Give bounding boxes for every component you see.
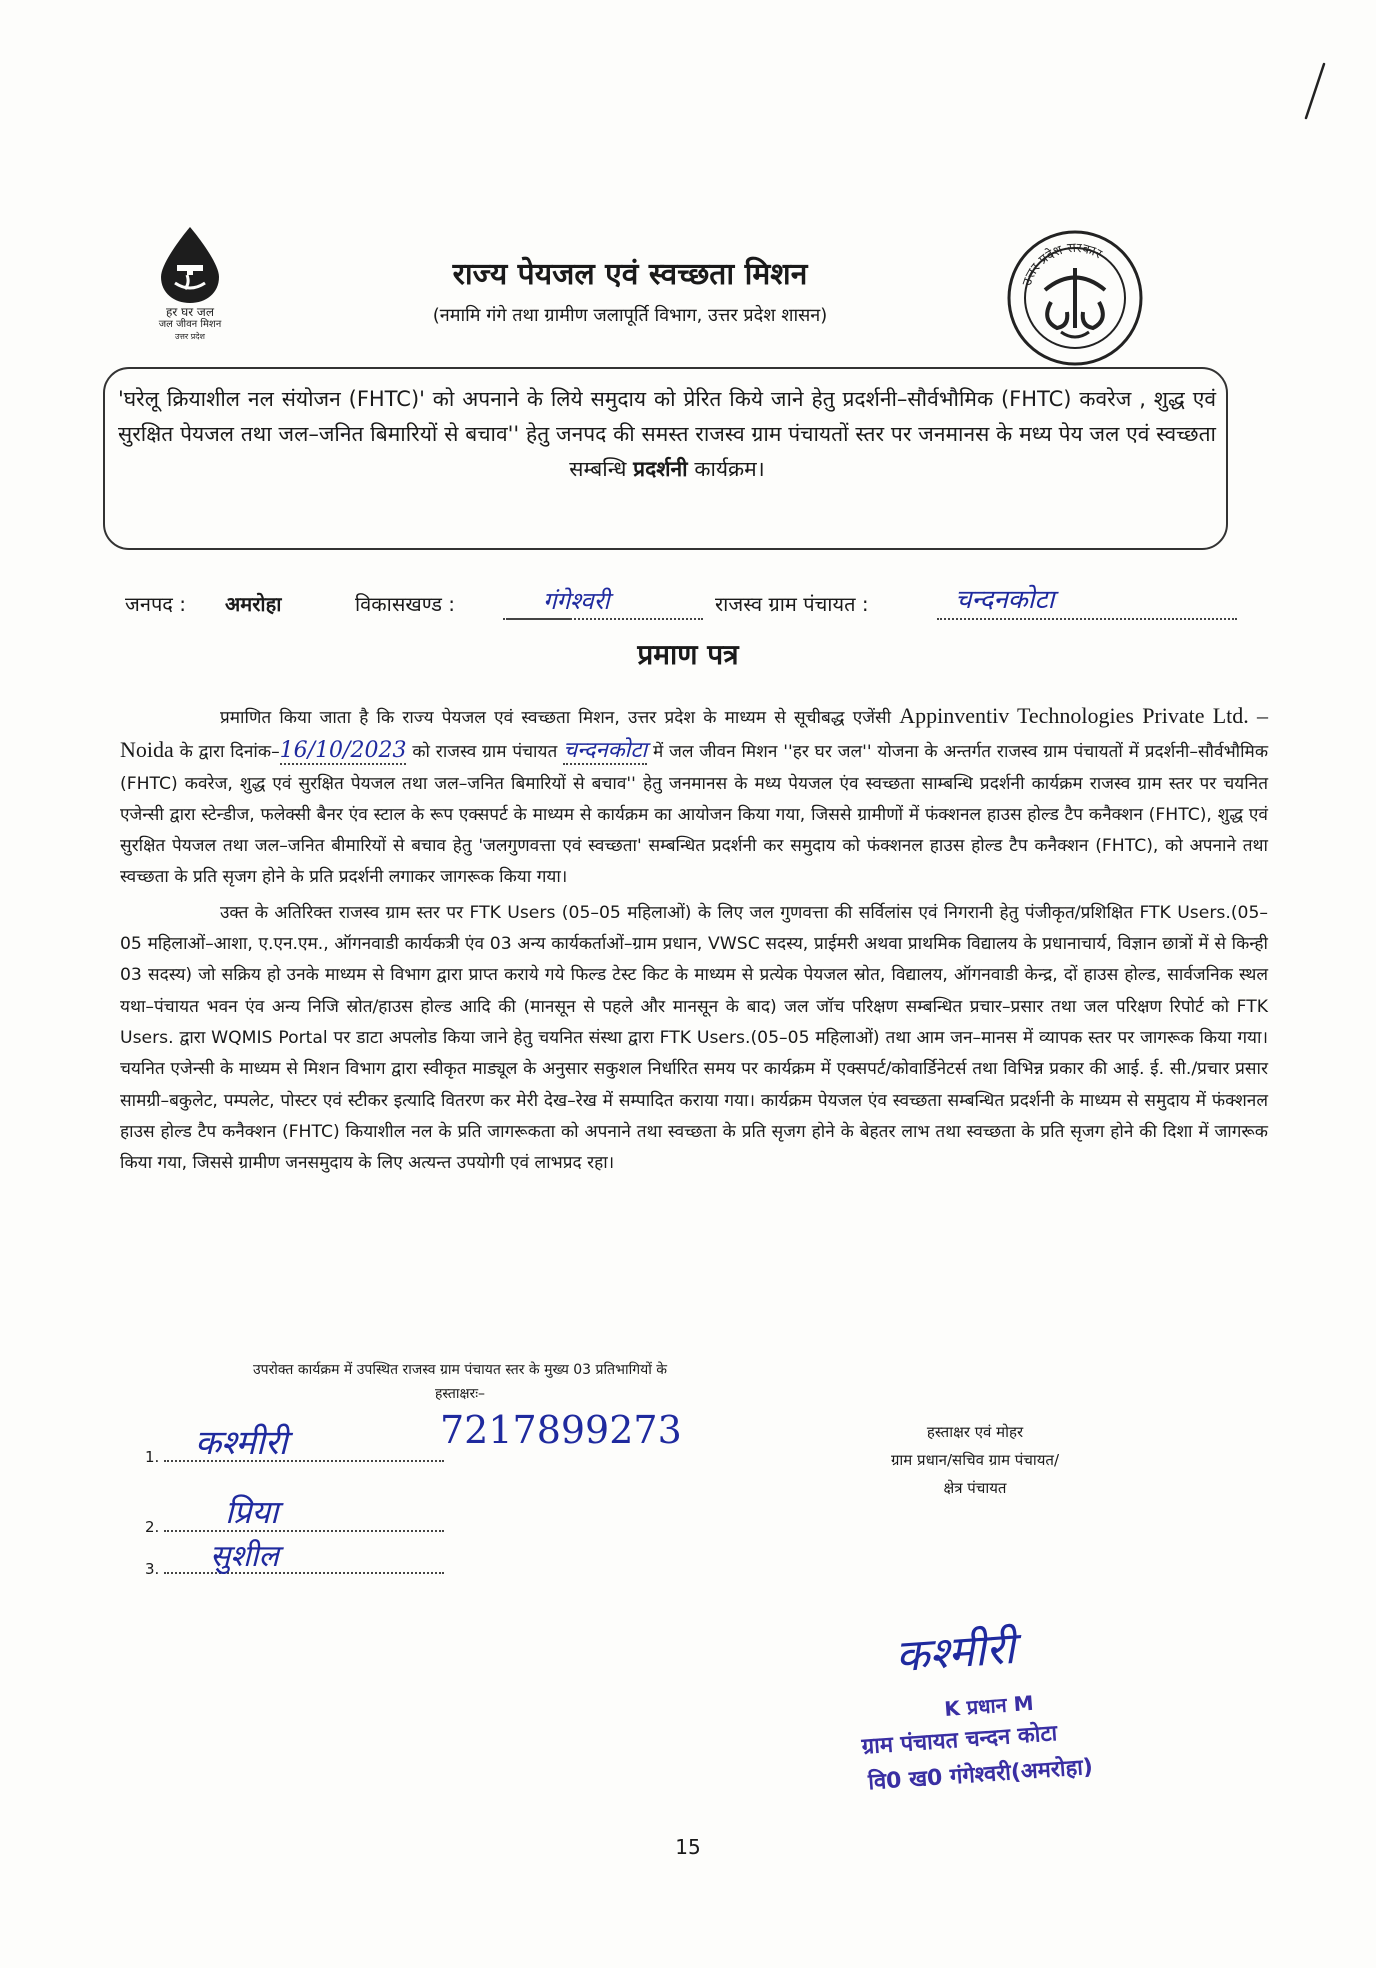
participant-row-2: 2. xyxy=(145,1518,444,1536)
up-state-emblem xyxy=(1005,228,1145,368)
har-ghar-jal-logo xyxy=(130,225,250,345)
participant-row-1: 1. xyxy=(145,1448,444,1466)
participant-1-phone: 7217899273 xyxy=(440,1408,682,1452)
pradhan-stamp xyxy=(853,1603,1206,1826)
panchayat-label: राजस्व ग्राम पंचायत : xyxy=(715,592,869,616)
stamp-line-2: ग्राम पंचायत चन्दन कोटा xyxy=(860,1721,1058,1760)
department-subtitle: (नमामि गंगे तथा ग्रामीण जलापूर्ति विभाग, उत्तर प्रदेश शासन) xyxy=(432,305,828,326)
certificate-title: प्रमाण पत्र xyxy=(637,638,739,671)
svg-text:उत्तर प्रदेश सरकार: उत्तर प्रदेश सरकार xyxy=(1019,240,1105,288)
program-banner-text xyxy=(118,382,1216,487)
district-value: अमरोहा xyxy=(225,592,282,616)
district-label: जनपद : xyxy=(125,592,187,616)
agency-name: Appinventiv Technologies Private Ltd. – Noida xyxy=(120,703,1268,763)
participant-row-3: 3. xyxy=(145,1560,444,1578)
program-date: 16/10/2023 xyxy=(279,738,407,764)
certificate-body xyxy=(120,700,1268,1179)
location-row xyxy=(125,585,1245,624)
official-sign-block: हस्ताक्षर एवं मोहर ग्राम प्रधान/सचिव ग्राम पंचायत/ क्षेत्र पंचायत xyxy=(890,1423,1060,1497)
mission-title: राज्य पेयजल एवं स्वच्छता मिशन xyxy=(452,257,808,292)
water-drop-tap-icon xyxy=(155,225,225,305)
participant-2-signature: प्रिया xyxy=(225,1493,279,1531)
pradhan-signature: कश्मीरी xyxy=(893,1622,1017,1683)
logo-caption-2: जल जीवन मिशन xyxy=(158,319,222,330)
banner-bold-word: प्रदर्शनी xyxy=(633,457,688,481)
body-paragraph-1: प्रमाणित किया जाता है कि राज्य पेयजल एवं स्वच्छता मिशन, उत्तर प्रदेश के माध्यम से सूचीबद्ध एजेंसी Appinventiv Technologies Private Ltd. – Noida के द्वारा दिनांक–16/10/2023 को राजस्व ग्राम पंचायत चन्दनकोटा में जल जीवन मिशन ''हर घर जल'' योजना के अन्तर्गत राजस्व ग्राम पंचायतों में प्रदर्शनी–सौर्वभौमिक (FHTC) कवरेज, शुद्ध एवं सुरक्षित पेयजल तथा जल–जनित बिमारियों से बचाव'' हेतु जनमानस के मध्य पेयजल एंव स्वच्छता साम्बन्धि प्रदर्शनी कार्यक्रम राजस्व ग्राम स्तर पर चयनित एजेन्सी द्वारा स्टेन्डीज, फलेक्सी बैनर एंव स्टाल के रूप एक्सपर्ट के माध्यम से कार्यक्रम का आयोजन किया गया, जिससे ग्रामीणों में फंक्शनल हाउस होल्ड टैप कनैक्शन (FHTC), शुद्ध एवं सुरक्षित पेयजल तथा जल–जनित बीमारियों से बचाव हेतु 'जलगुणवत्ता एवं स्वच्छता' सम्बन्धित प्रदर्शनी कर समुदाय को फंक्शनल हाउस होल्ड टैप कनैक्शन (FHTC), को अपनाने तथा स्वच्छता के प्रति सृजग होने के प्रति प्रदर्शनी लगाकर जागरूक किया गया। xyxy=(120,703,1269,888)
village-name: चन्दनकोटा xyxy=(563,738,648,764)
stamp-line-3: वि0 ख0 गंगेश्वरी(अमरोहा) xyxy=(867,1754,1094,1796)
block-handwritten-value: गंगेश्वरी xyxy=(543,587,610,615)
state-emblem-icon xyxy=(1005,228,1145,368)
block-dotted-underline xyxy=(503,590,703,620)
banner-tail-text: कार्यक्रम। xyxy=(694,457,765,481)
stamp-line-1: K प्रधान M xyxy=(943,1690,1035,1721)
banner-main-text: 'घरेलू क्रियाशील नल संयोजन (FHTC)' को अपनाने के लिये समुदाय को प्रेरित किये जाने हेतु प्रदर्शनी–सौर्वभौमिक (FHTC) कवरेज , शुद्ध एवं सुरक्षित पेयजल तथा जल–जनित बिमारियों से बचाव'' हेतु जनपद की समस्त राजस्व ग्राम पंचायतों स्तर पर जनमानस के मध्य पेय जल एवं स्वच्छता सम्बन्धि xyxy=(118,387,1216,481)
pen-mark-icon xyxy=(1300,62,1328,122)
logo-caption-1: हर घर जल xyxy=(166,305,214,319)
participant-3-signature: सुशील xyxy=(210,1539,279,1574)
page-number: 15 xyxy=(675,1835,701,1859)
participant-1-signature: कश्मीरी xyxy=(195,1423,288,1463)
logo-caption-3: उत्तर प्रदेश xyxy=(175,332,205,341)
panchayat-handwritten-value: चन्दनकोटा xyxy=(955,585,1055,615)
participants-heading: उपरोक्त कार्यक्रम में उपस्थित राजस्व ग्राम पंचायत स्तर के मुख्य 03 प्रतिभागियों के हस्ताक्षरः– xyxy=(252,1362,668,1402)
block-label: विकासखण्ड : xyxy=(355,592,456,616)
body-paragraph-2: उक्त के अतिरिक्त राजस्व ग्राम स्तर पर FTK Users (05–05 महिलाओं) के लिए जल गुणवत्ता की सर्विलांस एवं निगरानी हेतु पंजीकृत/प्रशिक्षित FTK Users.(05–05 महिलाओं–आशा, ए.एन.एम., ऑगनवाडी कार्यकत्री एंव 03 अन्य कार्यकर्ताओं–ग्राम प्रधान, VWSC सदस्य, प्राईमरी अथवा प्राथमिक विद्यालय के प्रधानाचार्य, विज्ञान छात्रों में से किन्ही 03 सदस्य) जो सक्रिय हो उनके माध्यम से विभाग द्वारा प्राप्त कराये गये फिल्ड टेस्ट किट के माध्यम से प्रत्येक पेयजल स्रोत, विद्यालय, ऑगनवाडी केन्द्र, दों हाउस होल्ड, सार्वजनिक स्थल यथा–पंचायत भवन एंव अन्य निजि स्रोत/हाउस होल्ड आदि की (मानसून से पहले और मानसून के बाद) जल जॉच परिक्षण सम्बन्धित प्रचार–प्रसार तथा जल परिक्षण रिपोर्ट को FTK Users. द्वारा WQMIS Portal पर डाटा अपलोड किया जाने हेतु चयनित संस्था द्वारा FTK Users.(05–05 महिलाओं) तथा आम जन–मानस में व्यापक स्तर पर जागरूक किया गया। चयनित एजेन्सी के माध्यम से मिशन विभाग द्वारा स्वीकृत माड्यूल के अनुसार सकुशल निर्धारित समय पर कार्यक्रम में एक्सपर्ट/कोवार्डिनेटर्स तथा विभिन्न प्रकार की आई. ई. सी./प्रचार प्रसार सामग्री–बकुलेट, पम्पलेट, पोस्टर एवं स्टीकर इत्यादि वितरण कर मेरी देख–रेख में सम्पादित कराया गया। कार्यक्रम पेयजल एंव स्वच्छता सम्बन्धित प्रदर्शनी के माध्यम से समुदाय में फंक्शनल हाउस होल्ड टैप कनैक्शन (FHTC) कियाशील नल के प्रति जागरूकता को अपनाने तथा स्वच्छता के प्रति सृजग होने के बेहतर लाभ तथा स्वच्छता के प्रति सृजग होने की दिशा में जागरूक किया गया, जिससे ग्रामीण जनसमुदाय के लिए अत्यन्त उपयोगी एवं लाभप्रद रहा। xyxy=(120,902,1269,1174)
